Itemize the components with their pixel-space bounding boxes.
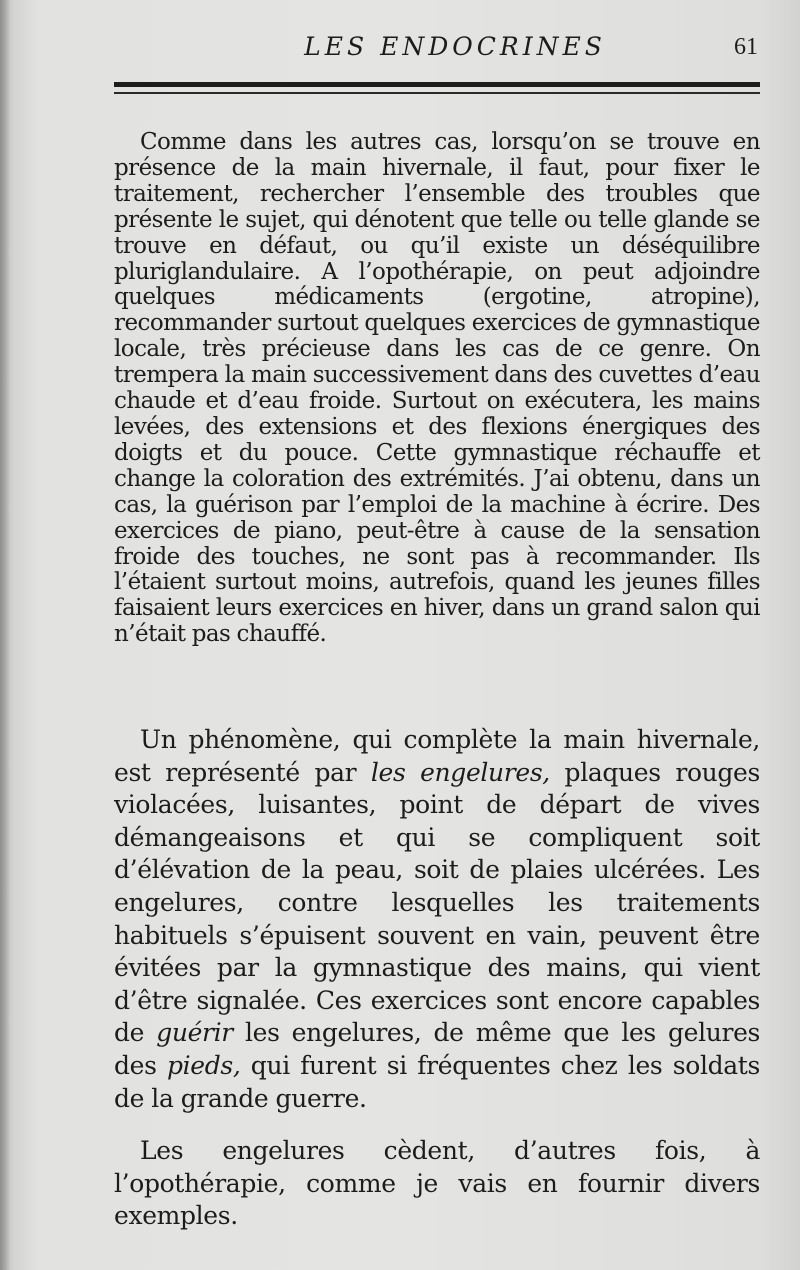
page-header <box>110 30 760 70</box>
paragraph-opotherapy-examples: Les engelures cèdent, d’autres fois, à l’opothérapie, comme je vais en fournir divers exemples. <box>114 1136 760 1231</box>
binding-shadow <box>0 0 10 1270</box>
paragraph-winter-hand-treatment: Comme dans les autres cas, lorsqu’on se trouve en présence de la main hivernale, il faut, pour fixer le traitement, rechercher l’ensemble des troubles que présente le sujet, qui dénotent que telle ou telle glande se trouve en défaut, ou qu’il existe un déséquilibre pluriglandulaire. A l’opothérapie, on peut adjoindre quelques médicaments (ergotine, atropine), recommander surtout quelques exercices de gymnastique locale, très précieuse dans les cas de ce genre. On trempera la main successivement dans des cuvettes d’eau chaude et d’eau froide. Surtout on exécutera, les mains levées, des extensions et des flexions énergiques des doigts et du pouce. Cette gymnastique réchauffe et change la coloration des extrémités. J’ai obtenu, dans un cas, la guérison par l’emploi de la machine à écrire. Des exercices de piano, peut-être à cause de la sensation froide des touches, ne sont pas à recommander. Ils l’étaient surtout moins, autrefois, quand les jeunes filles faisaient leurs exercices en hiver, dans un grand salon qui n’était pas chauffé. <box>114 129 760 648</box>
paragraph-2-italic-engelures: les engelures, <box>370 757 550 787</box>
paragraph-2-segment-3: plaques rouges violacées, luisantes, point de départ de vives démangeaisons et qui se compliquent soit d’élévation de la peau, soit de plaies ulcérées. Les engelures, contre lesquelles les traitements habituels s’épuisent souvent en vain, peuvent être évitées par la gymnastique des mains, qui vient d’être signalée. Ces exercices sont encore capables de <box>114 757 760 1048</box>
header-rule-thin <box>114 92 760 94</box>
paragraph-chilblains <box>114 724 760 1115</box>
paragraph-2-italic-guerir: guérir <box>156 1018 233 1048</box>
running-title: LES ENDOCRINES <box>304 32 606 61</box>
page-number: 61 <box>734 34 758 60</box>
header-rule-thick <box>114 82 760 87</box>
paragraph-2-segment-5: les engelures, de même que les gelures des <box>114 1018 760 1080</box>
paragraph-2-italic-pieds: pieds, <box>166 1050 241 1080</box>
paragraph-2-segment-7: qui furent si fréquentes chez les soldats de la grande guerre. <box>114 1050 760 1113</box>
paragraph-2-segment-1: Un phénomène, qui complète la main hivernale, est représenté par <box>114 725 760 787</box>
